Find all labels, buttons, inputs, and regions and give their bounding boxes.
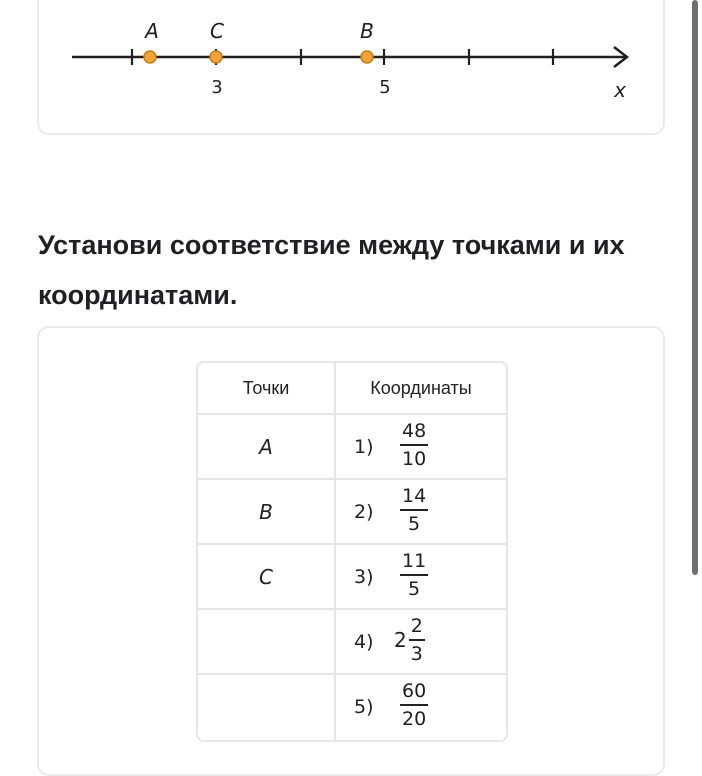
option-number: 5)	[354, 696, 374, 718]
denominator: 5	[408, 513, 421, 535]
header-points: Точки	[198, 363, 336, 415]
table-row	[198, 415, 506, 480]
row-value	[336, 415, 506, 480]
denominator: 20	[402, 708, 427, 730]
row-point: C	[198, 545, 336, 610]
fraction	[398, 420, 428, 470]
option-number: 4)	[354, 631, 374, 653]
numerator: 60	[400, 680, 428, 706]
point-b-marker	[361, 51, 373, 63]
row-value	[336, 545, 506, 610]
question-title: Установи соответствие между точками и их координатами.	[38, 230, 625, 310]
row-value	[336, 675, 506, 740]
fraction	[398, 485, 428, 535]
table-row	[198, 480, 506, 545]
point-c-marker	[210, 51, 222, 63]
axis-label: x	[614, 78, 626, 102]
point-b-label: B	[360, 19, 374, 43]
denominator: 3	[410, 643, 423, 665]
number-line	[0, 0, 702, 140]
numerator: 48	[400, 420, 428, 446]
row-point: B	[198, 480, 336, 545]
coordinates-table	[196, 361, 508, 742]
denominator: 5	[408, 578, 421, 600]
point-a-marker	[144, 51, 156, 63]
row-value	[336, 480, 506, 545]
numerator: 11	[400, 550, 428, 576]
option-number: 2)	[354, 501, 374, 523]
row-point	[198, 675, 336, 740]
fraction	[398, 550, 428, 600]
row-point: A	[198, 415, 336, 480]
table-row	[198, 610, 506, 675]
numerator: 2	[409, 615, 425, 641]
table-row	[198, 545, 506, 610]
header-coordinates: Координаты	[336, 363, 506, 415]
point-c-label: C	[210, 19, 224, 43]
fraction	[398, 680, 428, 730]
row-point	[198, 610, 336, 675]
numerator: 14	[400, 485, 428, 511]
tick-label-3: 3	[211, 77, 223, 98]
tick-label-5: 5	[379, 77, 391, 98]
table-row	[198, 675, 506, 740]
denominator: 10	[402, 448, 427, 470]
whole-part: 2	[394, 628, 407, 652]
row-value	[336, 610, 506, 675]
fraction	[394, 615, 425, 665]
point-a-label: A	[145, 19, 159, 43]
scrollbar[interactable]	[692, 0, 698, 575]
table-header-row	[198, 363, 506, 415]
option-number: 1)	[354, 436, 374, 458]
option-number: 3)	[354, 566, 374, 588]
